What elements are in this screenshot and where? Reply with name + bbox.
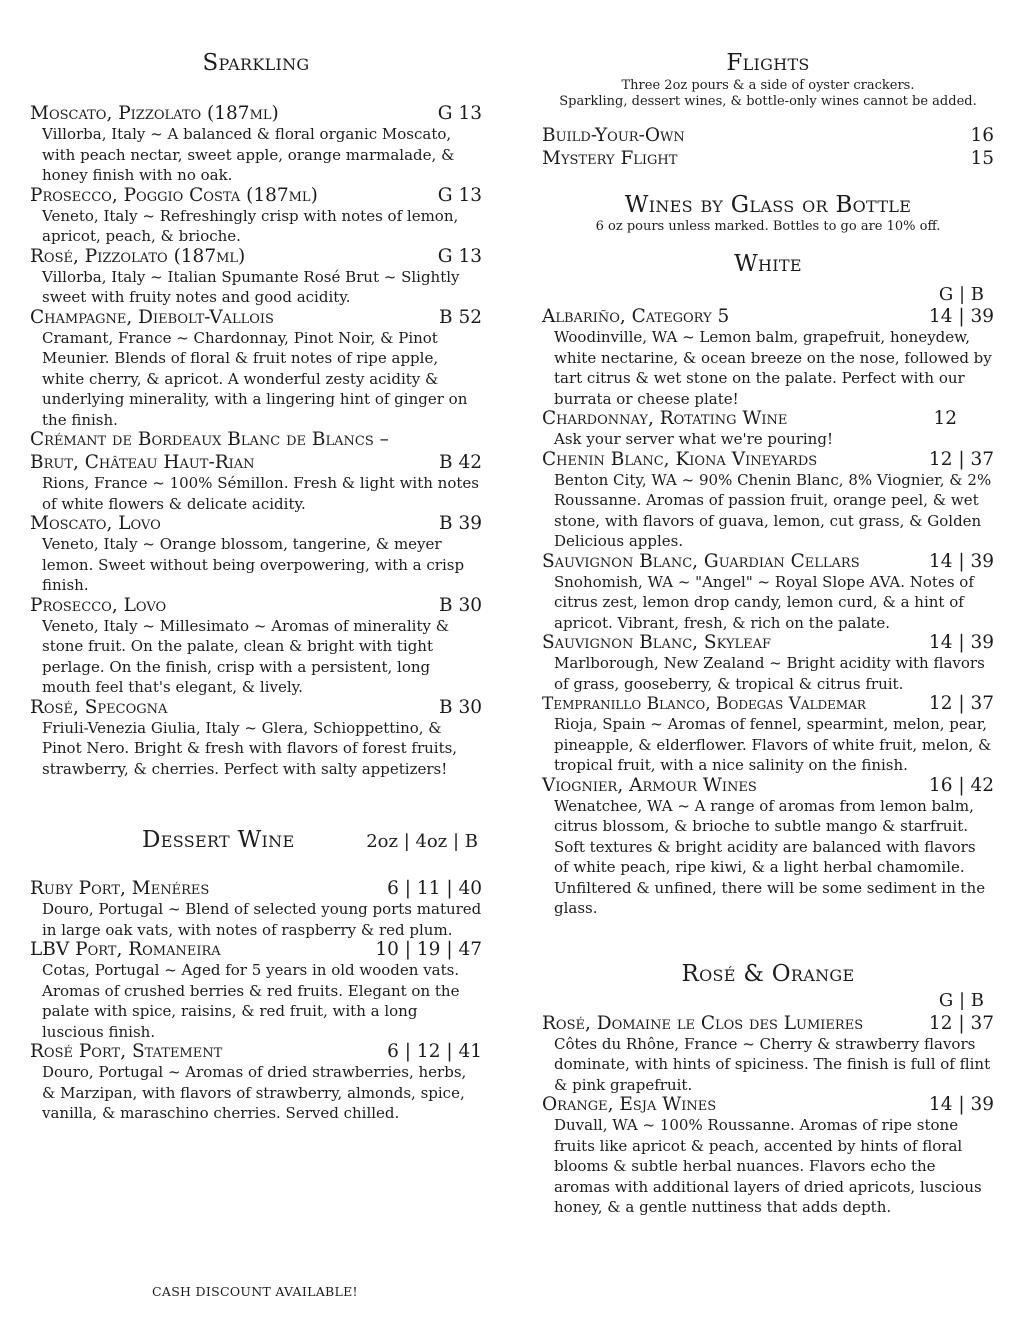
item-price: B 42 [438,452,482,473]
item-description: Snohomish, WA ~ "Angel" ~ Royal Slope AVA. Notes of citrus zest, lemon drop candy, lemon curd, & a hint of apricot. Vibrant, fresh, & rich on the palate. [554,572,974,632]
item-name: Rosé, Pizzolato (187ml) [30,245,246,267]
section-title-dessert: Dessert Wine [142,827,295,853]
item-description: Veneto, Italy ~ Orange blossom, tangerine, & meyer lemon. Sweet without being overpowering, with a crisp finish. [42,535,465,594]
item-name: Albariño, Category 5 [542,306,730,327]
item-description: Rions, France ~ 100% Sémillon. Fresh & light with notes of white flowers & delicate acidity. [42,474,479,513]
rose-orange-list [542,1014,994,1218]
menu-item [30,308,482,431]
section-title-glass-bottle: Wines by Glass or Bottle [624,192,912,218]
flights-list [542,124,994,170]
item-price: B 39 [438,513,482,534]
item-price: G 13 [437,184,482,206]
rose-orange-columns: G | B [938,989,984,1011]
item-description: Villorba, Italy ~ Italian Spumante Rosé Brut ~ Slightly sweet with fruity notes and good acidity. [42,267,460,306]
menu-item [542,633,994,694]
dessert-list [30,879,482,1124]
menu-item [30,1042,482,1124]
item-price: 14 | 39 [928,306,994,327]
menu-item [30,596,482,698]
item-name: Tempranillo Blanco, Bodegas Valdemar [542,694,866,714]
item-name: Orange, Esja Wines [542,1094,717,1115]
item-price: 12 | 37 [928,693,994,714]
item-description: Ask your server what we're pouring! [554,430,833,448]
item-price: B 30 [438,594,482,616]
menu-item [542,552,994,634]
dessert-columns: 2oz | 4oz | B [366,831,478,852]
right-column [542,50,994,1218]
item-name: Rosé, Specogna [30,696,168,718]
menu-item [542,307,994,409]
menu-item [542,147,994,170]
item-description: Rioja, Spain ~ Aromas of fennel, spearmint, melon, pear, pineapple, & elderflower. Flavors of white fruit, melon, & tropical fruit, with a nice salinity on the finish. [554,715,992,774]
item-description: Villorba, Italy ~ A balanced & floral organic Moscato, with peach nectar, sweet apple, orange marmalade, & honey finish with no oak. [42,125,455,184]
menu-item [30,104,482,186]
menu-item [542,1095,994,1218]
menu-item [542,124,994,147]
item-price: 14 | 39 [928,1094,994,1115]
item-price: 14 | 39 [928,550,994,572]
white-list [542,307,994,919]
item-price: 12 [933,408,957,429]
item-name: Rosé Port, Statement [30,1041,223,1062]
item-name: Prosecco, Poggio Costa (187ml) [30,184,318,206]
item-price: B 30 [438,696,482,718]
item-price: B 52 [438,306,482,328]
item-name: Moscato, Lovo [30,513,161,534]
section-title-sparkling: Sparkling [202,50,310,76]
item-name: Champagne, Diebolt-Vallois [30,306,274,328]
item-description: Duvall, WA ~ 100% Roussanne. Aromas of ripe stone fruits like apricot & peach, accented by hints of floral blooms & subtle herbal nuances. Flavors echo the aromas with additional layers of dried apricots, luscious honey, & a gentle nuttiness that adds depth. [554,1116,982,1216]
item-price: 6 | 11 | 40 [387,878,482,899]
item-price: 12 | 37 [928,1012,994,1034]
item-name: Build-Your-Own [542,125,685,146]
item-name: Brut, Château Haut-Rian [30,452,255,473]
item-price: 10 | 19 | 47 [375,939,482,960]
item-name: Ruby Port, Menéres [30,878,210,899]
item-price: 16 | 42 [928,774,994,796]
menu-item [542,1014,994,1096]
white-columns: G | B [938,284,984,305]
item-price: 14 | 39 [928,632,994,653]
item-name: Viognier, Armour Wines [542,774,757,796]
item-description: Côtes du Rhône, France ~ Cherry & strawberry flavors dominate, with hints of spiciness. The finish is full of flint & pink grapefruit. [554,1034,991,1094]
item-name: Rosé, Domaine le Clos des Lumieres [542,1012,864,1034]
item-description: Friuli-Venezia Giulia, Italy ~ Glera, Schioppettino, & Pinot Nero. Bright & fresh with flavors of forest fruits, strawberry, & cherries. Perfect with salty appetizers! [42,718,458,778]
item-name: Sauvignon Blanc, Skyleaf [542,632,772,653]
item-price: 16 [970,125,994,146]
item-description: Benton City, WA ~ 90% Chenin Blanc, 8% Viognier, & 2% Roussanne. Aromas of passion fruit, orange peel, & wet stone, with flavors of guava, lemon, cut grass, & Golden Delicious apples. [554,470,992,550]
item-description: Douro, Portugal ~ Aromas of dried strawberries, herbs, & Marzipan, with flavors of strawberry, almonds, spice, vanilla, & maraschino cherries. Served chilled. [42,1063,467,1122]
menu-item [30,698,482,780]
item-name: LBV Port, Romaneira [30,939,221,960]
item-description: Wenatchee, WA ~ A range of aromas from lemon balm, citrus blossom, & brioche to subtle mango & starfruit. Soft textures & bright acidity are balanced with flavors of white peach, ripe kiwi, & a light herbal chamomile. Unfiltered & unfined, there will be some sediment in the glass. [554,796,986,917]
menu-item [542,409,994,450]
section-title-rose-orange: Rosé & Orange [681,960,855,987]
menu-item [542,450,994,552]
section-title-white: White [734,251,802,277]
menu-item [30,940,482,1042]
menu-item [542,694,994,776]
flights-note-1: Three 2oz pours & a side of oyster crackers. [621,78,915,93]
item-description: Veneto, Italy ~ Refreshingly crisp with notes of lemon, apricot, peach, & brioche. [42,206,459,245]
item-price: 6 | 12 | 41 [387,1041,482,1062]
flights-note-2: Sparkling, dessert wines, & bottle-only wines cannot be added. [559,94,977,109]
item-description: Douro, Portugal ~ Blend of selected young ports matured in large oak vats, with notes of raspberry & red plum. [42,900,482,939]
item-price: G 13 [437,245,482,267]
menu-item [30,514,482,596]
glass-bottle-note: 6 oz pours unless marked. Bottles to go are 10% off. [595,219,941,234]
menu-item [30,430,482,514]
item-price: 12 | 37 [928,448,994,470]
left-column [30,50,482,1124]
item-price: 15 [970,148,994,169]
item-name: Chardonnay, Rotating Wine [542,408,788,429]
item-description: Veneto, Italy ~ Millesimato ~ Aromas of minerality & stone fruit. On the palate, clean & bright with tight perlage. On the finish, crisp with a persistent, long mouth feel that's elegant, & lively. [42,616,450,696]
item-name-line1: Crémant de Bordeaux Blanc de Blancs – [30,429,389,450]
item-name: Moscato, Pizzolato (187ml) [30,103,279,124]
item-name: Chenin Blanc, Kiona Vineyards [542,448,818,470]
item-price: G 13 [437,103,482,124]
item-name: Prosecco, Lovo [30,594,167,616]
item-description: Marlborough, New Zealand ~ Bright acidity with flavors of grass, gooseberry, & tropical & citrus fruit. [554,654,985,693]
menu-item [30,247,482,308]
item-description: Woodinville, WA ~ Lemon balm, grapefruit, honeydew, white nectarine, & ocean breeze on the nose, followed by tart citrus & wet stone on the palate. Perfect with our burrata or cheese plate! [554,328,992,408]
sparkling-list [30,104,482,779]
menu-item [30,186,482,247]
menu-item [542,776,994,919]
menu-item [30,879,482,940]
item-name: Mystery Flight [542,148,678,169]
section-title-flights: Flights [726,50,810,76]
dessert-header [30,827,482,853]
item-description: Cotas, Portugal ~ Aged for 5 years in old wooden vats. Aromas of crushed berries & red fruits. Elegant on the palate with spice, raisins, & red fruit, with a long luscious finish. [42,961,460,1041]
item-name: Sauvignon Blanc, Guardian Cellars [542,550,860,572]
cash-discount-note: CASH DISCOUNT AVAILABLE! [152,1284,358,1299]
item-description: Cramant, France ~ Chardonnay, Pinot Noir, & Pinot Meunier. Blends of floral & fruit notes of ripe apple, white cherry, & apricot. A wonderful zesty acidity & underlying minerality, with a lingering hint of ginger on the finish. [42,328,468,429]
